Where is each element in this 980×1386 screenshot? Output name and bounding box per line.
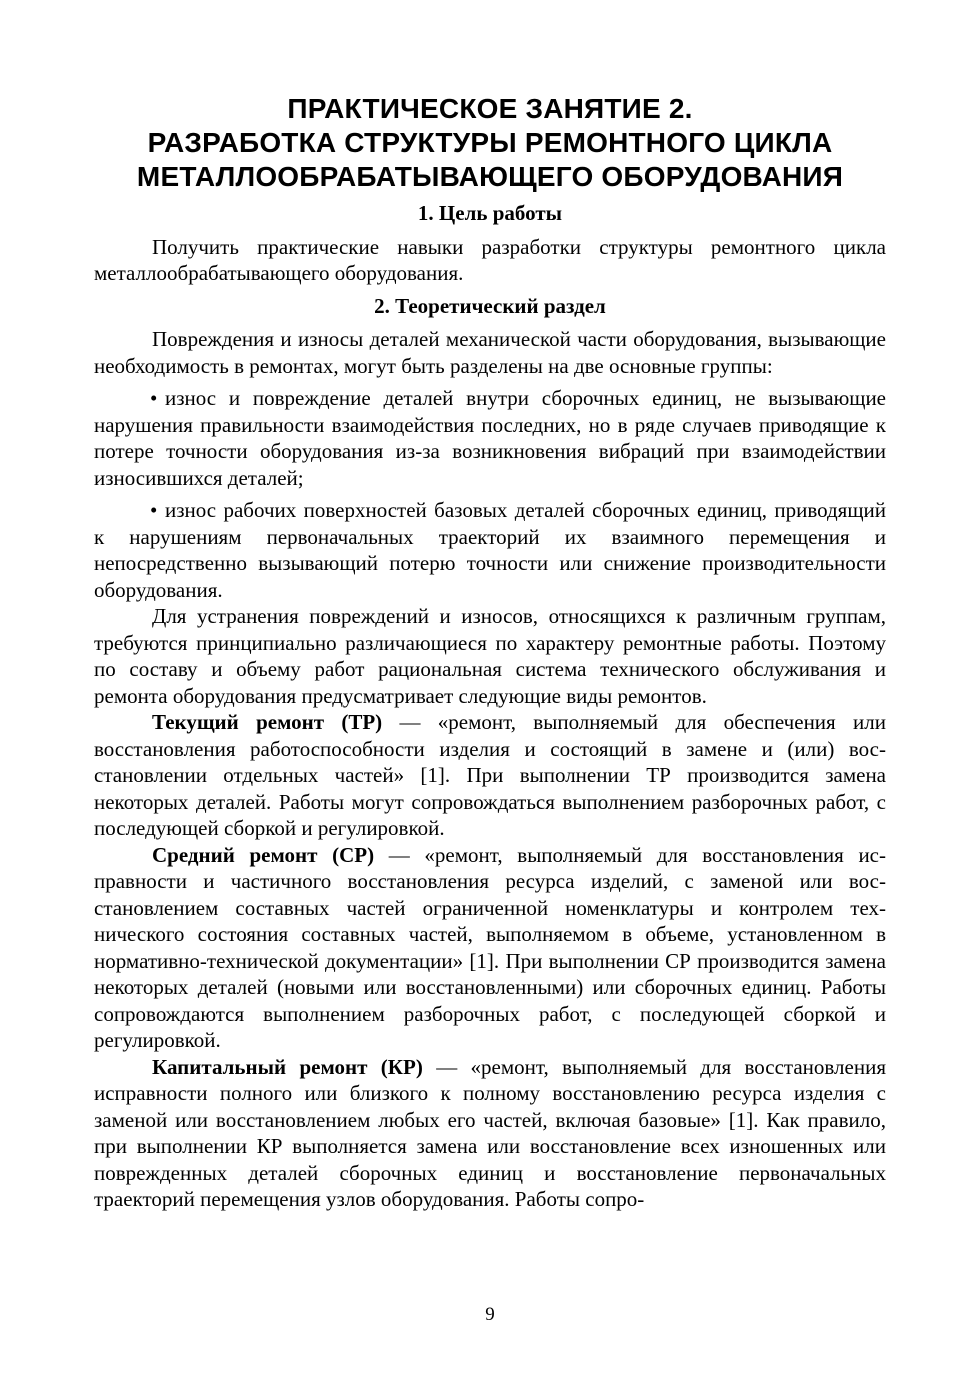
- bullet-item-text: износ и повреждение деталей внутри сборочных единиц, не вызывающие нарушения правильности взаимодействия последних, но в ряде случаев приводящие к потере точности оборудования из-за возникновения вибраций при взаимодействии износившихся деталей;: [94, 386, 886, 490]
- bullet-icon: •: [150, 386, 158, 410]
- title-line-2: РАЗРАБОТКА СТРУКТУРЫ РЕМОНТНОГО ЦИКЛА: [147, 127, 833, 158]
- bullet-item-text: износ рабочих поверхностей базовых деталей сборочных единиц, приводящий к нарушениям первоначальных траекторий их взаимного перемещения и непосредственно вызывающий потерю точности или снижение производительности оборудования.: [94, 498, 886, 602]
- bullet-item: [94, 497, 886, 603]
- section-heading-theory: 2. Теоретический раздел: [374, 293, 606, 318]
- title-line-1: ПРАКТИЧЕСКОЕ ЗАНЯТИЕ 2.: [287, 93, 693, 124]
- bullet-icon: •: [150, 498, 158, 522]
- medium-repair-text: — «ремонт, выполняемый для восстановления исправности и частичного восстановления ресурса изделий, с заменой или восстановлением составных частей ограниченной номенклатуры и контролем технического состояния составных частей, выполняемом в объеме, установленном в нормативно-технической документации» [1]. При выполнении СР производится замена некоторых деталей (новыми или восстановленными) или сборочных единиц. Работы сопровождаются выполнением разборочных работ, с последующей сборкой и регулировкой.: [94, 842, 887, 1052]
- current-repair-term: Текущий ремонт (ТР): [152, 710, 383, 734]
- section-heading-goal: 1. Цель работы: [417, 201, 563, 225]
- capital-repair-paragraph: [94, 1054, 886, 1213]
- goal-paragraph: Получить практические навыки разработки структуры ремонтного цикла металлообрабатывающего оборудования.: [94, 234, 886, 285]
- medium-repair-term: Средний ремонт (СР): [152, 842, 375, 867]
- medium-repair-paragraph: [94, 842, 886, 1054]
- repair-types-paragraph: Для устранения повреждений и износов, относящихся к различным группам, требуются принципиально различающиеся по характеру ремонтные работы. Поэтому по составу и объему работ рациональная система технического обслуживания и ремонта оборудования предусматривает следующие виды ремонтов.: [94, 604, 886, 708]
- page-title: [94, 92, 886, 194]
- theory-intro-paragraph: Повреждения и износы деталей механической части оборудования, вызывающие необходимость в ремонтах, могут быть разделены на две основные группы:: [94, 327, 886, 378]
- current-repair-paragraph: [94, 709, 886, 842]
- bullet-item: [94, 385, 886, 491]
- current-repair-text: — «ремонт, выполняемый для обеспечения или восстановления работоспособности изделия и состоящий в замене и (или) восстановлении отдельных частей» [1]. При выполнении ТР производится замена некоторых деталей. Работы могут сопровождаться выполнением разборочных работ, с последующей сборкой и регулировкой.: [94, 710, 886, 840]
- title-line-3: МЕТАЛЛООБРАБАТЫВАЮЩЕГО ОБОРУДОВАНИЯ: [136, 161, 844, 192]
- page-number: 9: [485, 1304, 495, 1325]
- capital-repair-term: Капитальный ремонт (КР): [152, 1054, 423, 1079]
- document-page: [94, 92, 886, 1213]
- capital-repair-text: — «ремонт, выполняемый для восстановления исправности полного или близкого к полному восстановлению ресурса изделия с заменой или восстановлением любых его частей, включая базовые» [1]. Как правило, при выполнении КР выполняется замена или восстановление всех изношенных или поврежденных деталей сборочных единиц и восстановление первоначальных траекторий перемещения узлов оборудования. Работы сопро-: [94, 1054, 886, 1211]
